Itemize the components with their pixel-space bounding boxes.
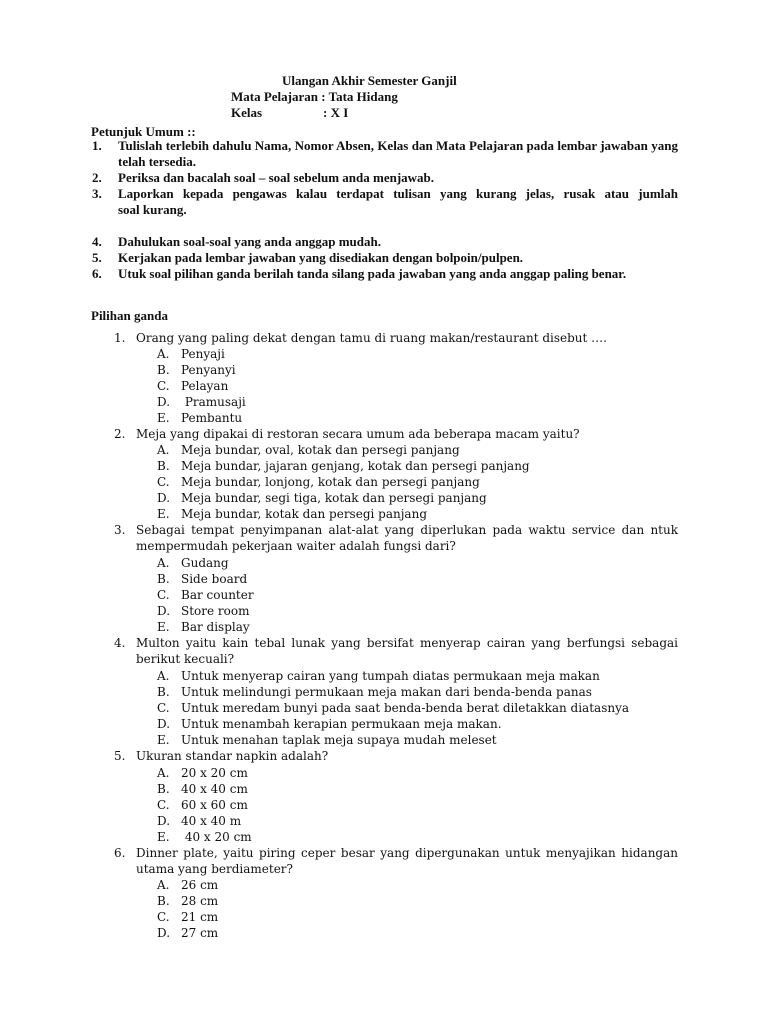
answer-option	[157, 603, 249, 619]
question-item	[114, 635, 678, 667]
answer-option	[157, 797, 248, 813]
option-letter: B.	[157, 782, 170, 796]
option-letter: D.	[157, 491, 171, 505]
class-row	[231, 105, 349, 121]
answer-option	[157, 506, 427, 522]
answer-option	[157, 765, 248, 781]
option-letter: D.	[157, 814, 171, 828]
option-letter: B.	[157, 685, 170, 699]
question-text: Multon yaitu kain tebal lunak yang bersifat menyerap cairan yang berfungsi sebagai berikut kecuali?	[136, 636, 678, 666]
question-text: Dinner plate, yaitu piring ceper besar yang dipergunakan untuk menyajikan hidangan utama yang berdiameter?	[136, 846, 678, 876]
answer-option	[157, 716, 502, 732]
instruction-text: Utuk soal pilihan ganda berilah tanda silang pada jawaban yang anda anggap paling benar.	[118, 266, 627, 281]
question-number: 6.	[114, 846, 126, 860]
option-text: 40 x 40 cm	[181, 782, 248, 796]
instruction-text: Kerjakan pada lembar jawaban yang disediakan dengan bolpoin/pulpen.	[118, 250, 524, 265]
option-letter: B.	[157, 894, 170, 908]
question-item	[114, 426, 678, 442]
option-text: 28 cm	[181, 894, 219, 908]
question-item	[114, 330, 678, 346]
answer-option	[157, 877, 218, 893]
option-text: Gudang	[181, 556, 229, 570]
instruction-line: soal kurang.	[118, 202, 187, 217]
instruction-number: 6.	[92, 266, 102, 281]
option-text: 60 x 60 cm	[181, 798, 248, 812]
option-text: Meja bundar, jajaran genjang, kotak dan persegi panjang	[181, 459, 530, 473]
answer-option	[157, 555, 229, 571]
answer-option	[157, 732, 497, 748]
option-letter: B.	[157, 572, 170, 586]
option-text: Meja bundar, kotak dan persegi panjang	[181, 507, 427, 521]
answer-option	[157, 378, 228, 394]
option-text: 26 cm	[181, 878, 219, 892]
question-number: 1.	[114, 331, 126, 345]
question-number: 4.	[114, 636, 126, 650]
option-letter: A.	[157, 766, 170, 780]
answer-option	[157, 490, 487, 506]
option-text: 27 cm	[181, 926, 219, 940]
subject-label: Mata Pelajaran : Tata Hidang	[231, 89, 398, 104]
option-text: Bar display	[181, 620, 250, 634]
option-letter: B.	[157, 363, 170, 377]
instruction-text: Periksa dan bacalah soal – soal sebelum anda menjawab.	[118, 170, 435, 185]
answer-option	[157, 700, 629, 716]
instruction-number: 1.	[92, 138, 102, 153]
question-text: Ukuran standar napkin adalah?	[136, 749, 329, 763]
instruction-item	[92, 138, 678, 170]
answer-option	[157, 346, 225, 362]
instruction-item	[92, 170, 678, 186]
answer-option	[157, 571, 247, 587]
instruction-item	[92, 266, 678, 282]
instruction-item	[92, 234, 678, 250]
option-text: Side board	[181, 572, 248, 586]
answer-option	[157, 668, 600, 684]
answer-option	[157, 684, 592, 700]
option-text: Bar counter	[181, 588, 254, 602]
answer-option	[157, 587, 254, 603]
option-text: Pelayan	[181, 379, 229, 393]
question-text: Orang yang paling dekat dengan tamu di ruang makan/restaurant disebut ….	[136, 331, 607, 345]
option-text: 40 x 40 m	[181, 814, 242, 828]
option-text: Penyanyi	[181, 363, 236, 377]
answer-option	[157, 394, 246, 410]
answer-option	[157, 925, 218, 941]
option-letter: E.	[157, 620, 170, 634]
instruction-number: 5.	[92, 250, 102, 265]
option-text: Pembantu	[181, 411, 243, 425]
answer-option	[157, 829, 252, 845]
option-letter: C.	[157, 475, 170, 489]
option-text: Untuk menyerap cairan yang tumpah diatas permukaan meja makan	[181, 669, 600, 683]
section-heading: Pilihan ganda	[91, 308, 168, 323]
option-letter: B.	[157, 459, 170, 473]
option-text: Meja bundar, lonjong, kotak dan persegi panjang	[181, 475, 480, 489]
exam-title: Ulangan Akhir Semester Ganjil	[282, 73, 457, 88]
answer-option	[157, 619, 250, 635]
question-number: 3.	[114, 523, 126, 537]
option-letter: A.	[157, 443, 170, 457]
option-text: Store room	[181, 604, 250, 618]
question-item	[114, 748, 678, 764]
option-letter: A.	[157, 347, 170, 361]
class-label: Kelas	[231, 105, 263, 120]
instruction-text: Tulislah terlebih dahulu Nama, Nomor Absen, Kelas dan Mata Pelajaran pada lembar jawaban yang telah tersedia.	[118, 138, 678, 169]
answer-option	[157, 458, 530, 474]
answer-option	[157, 781, 248, 797]
answer-option	[157, 410, 242, 426]
option-letter: C.	[157, 588, 170, 602]
option-text: Pramusaji	[181, 395, 246, 409]
option-text: Untuk melindungi permukaan meja makan dari benda-benda panas	[181, 685, 592, 699]
option-letter: E.	[157, 733, 170, 747]
option-text: 21 cm	[181, 910, 219, 924]
option-letter: C.	[157, 701, 170, 715]
instructions-heading: Petunjuk Umum ::	[91, 124, 196, 139]
option-letter: D.	[157, 717, 171, 731]
option-text: Meja bundar, segi tiga, kotak dan persegi panjang	[181, 491, 487, 505]
instruction-line: Laporkan kepada pengawas kalau terdapat tulisan yang kurang jelas, rusak atau jumlah	[118, 186, 678, 201]
option-text: Untuk menahan taplak meja supaya mudah meleset	[181, 733, 497, 747]
option-text: 20 x 20 cm	[181, 766, 248, 780]
question-number: 2.	[114, 427, 126, 441]
instruction-number: 4.	[92, 234, 102, 249]
option-letter: D.	[157, 604, 171, 618]
instruction-number: 3.	[92, 186, 102, 201]
answer-option	[157, 893, 218, 909]
option-letter: A.	[157, 556, 170, 570]
option-letter: D.	[157, 926, 171, 940]
option-letter: C.	[157, 798, 170, 812]
option-letter: A.	[157, 669, 170, 683]
question-text: Sebagai tempat penyimpanan alat-alat yang diperlukan pada waktu service dan ntuk mempermudah pekerjaan waiter adalah fungsi dari?	[136, 523, 678, 553]
instruction-text	[118, 186, 678, 218]
option-letter: A.	[157, 878, 170, 892]
instruction-number: 2.	[92, 170, 102, 185]
answer-option	[157, 474, 480, 490]
instruction-item	[92, 186, 678, 218]
answer-option	[157, 362, 236, 378]
answer-option	[157, 909, 218, 925]
option-letter: D.	[157, 395, 171, 409]
option-text: Untuk menambah kerapian permukaan meja makan.	[181, 717, 502, 731]
class-value: : X I	[323, 105, 349, 120]
instruction-item	[92, 250, 678, 266]
option-text: Meja bundar, oval, kotak dan persegi panjang	[181, 443, 460, 457]
answer-option	[157, 442, 460, 458]
instruction-text: Dahulukan soal-soal yang anda anggap mudah.	[118, 234, 381, 249]
option-text: 40 x 20 cm	[181, 830, 252, 844]
answer-option	[157, 813, 241, 829]
option-letter: E.	[157, 830, 170, 844]
option-letter: C.	[157, 379, 170, 393]
option-text: Penyaji	[181, 347, 225, 361]
option-letter: C.	[157, 910, 170, 924]
question-text: Meja yang dipakai di restoran secara umum ada beberapa macam yaitu?	[136, 427, 580, 441]
question-item	[114, 845, 678, 877]
option-letter: E.	[157, 411, 170, 425]
question-number: 5.	[114, 749, 126, 763]
option-text: Untuk meredam bunyi pada saat benda-benda berat diletakkan diatasnya	[181, 701, 630, 715]
option-letter: E.	[157, 507, 170, 521]
question-item	[114, 522, 678, 554]
